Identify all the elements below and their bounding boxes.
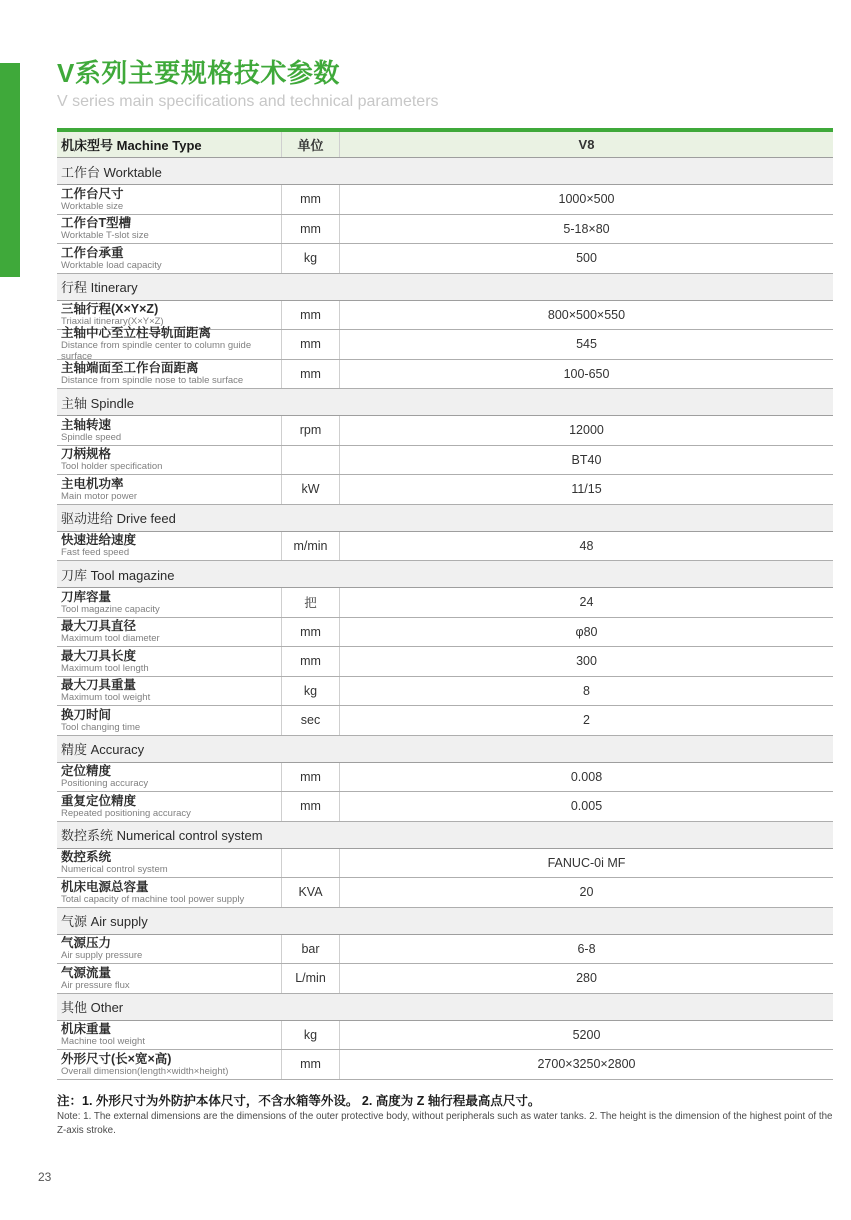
row-label	[57, 935, 282, 964]
row-label-en: Positioning accuracy	[61, 778, 149, 790]
row-label	[57, 792, 282, 821]
row-label-cn: 最大刀具直径	[61, 619, 137, 634]
row-label	[57, 618, 282, 647]
spec-row-machine-tool-weight	[57, 1021, 833, 1051]
row-label-cn: 外形尺寸(长×宽×高)	[61, 1051, 172, 1066]
row-unit: mm	[282, 647, 340, 676]
row-value: 5-18×80	[563, 221, 610, 236]
section-title: 工作台 Worktable	[61, 164, 162, 180]
footnote-cn: 注：1. 外形尺寸为外防护本体尺寸，不含水箱等外设。 2. 高度为 Z 轴行程最高点尺寸。	[57, 1093, 541, 1108]
row-unit: mm	[282, 215, 340, 244]
row-unit: KVA	[282, 878, 340, 907]
row-label-cn: 机床重量	[61, 1022, 112, 1037]
section-header-spindle	[57, 389, 833, 416]
row-label	[57, 763, 282, 792]
row-label	[57, 244, 282, 273]
section-title: 驱动进给 Drive feed	[61, 511, 176, 526]
row-label-cn: 工作台尺寸	[61, 186, 124, 201]
row-unit: bar	[282, 935, 340, 964]
section-title: 主轴 Spindle	[61, 395, 134, 411]
row-unit: kg	[282, 677, 340, 706]
spec-row-spindle-speed	[57, 416, 833, 446]
row-unit: mm	[282, 792, 340, 821]
spec-row-air-supply-pressure	[57, 935, 833, 965]
row-label-en: Distance from spindle nose to table surface	[61, 375, 244, 387]
section-title: 数控系统 Numerical control system	[61, 828, 263, 843]
spec-row-maximum-tool-length	[57, 647, 833, 677]
row-value: 8	[583, 683, 590, 698]
row-label-cn: 数控系统	[61, 850, 112, 865]
page-number: 23	[38, 1170, 52, 1184]
section-header-air-supply	[57, 908, 833, 935]
page-title: V系列主要规格技术参数	[57, 58, 340, 88]
row-label-cn: 主轴转速	[61, 417, 112, 432]
row-label-en: Tool magazine capacity	[61, 603, 160, 615]
row-label-en: Air supply pressure	[61, 950, 143, 962]
row-label-en: Numerical control system	[61, 864, 168, 876]
header-model-v8: V8	[578, 137, 595, 152]
row-label	[57, 532, 282, 561]
spec-row-spindle-center-to-column	[57, 326, 833, 363]
row-label-en: Maximum tool weight	[61, 692, 151, 704]
row-label	[57, 964, 282, 993]
row-label-cn: 最大刀具重量	[61, 678, 137, 693]
section-title: 气源 Air supply	[61, 914, 148, 929]
row-label-en: Overall dimension(length×width×height)	[61, 1065, 229, 1077]
row-label	[57, 185, 282, 214]
row-label-cn: 机床电源总容量	[61, 879, 149, 894]
row-value: 1000×500	[558, 192, 615, 207]
row-label-en: Maximum tool length	[61, 662, 149, 674]
spec-row-fast-feed-speed	[57, 532, 833, 562]
row-label	[57, 360, 282, 389]
row-label	[57, 215, 282, 244]
row-unit: mm	[282, 1050, 340, 1079]
header-unit: 单位	[282, 132, 340, 157]
row-value: 20	[579, 885, 594, 900]
spec-row-tool-changing-time	[57, 706, 833, 736]
footnote-en: Note: 1. The external dimensions are the dimensions of the outer protective body, without peripherals such as water tanks. 2. The height is the dimension of the highest point of the Z-axis stroke.	[57, 1110, 833, 1136]
row-label-cn: 气源压力	[61, 936, 112, 951]
row-label-en: Tool changing time	[61, 721, 141, 733]
section-header-other	[57, 994, 833, 1021]
row-unit: rpm	[282, 416, 340, 445]
row-unit: mm	[282, 763, 340, 792]
row-unit: m/min	[282, 532, 340, 561]
row-label	[57, 1050, 282, 1079]
header-machine-type-label: 机床型号 Machine Type	[61, 138, 202, 153]
row-label	[57, 647, 282, 676]
section-header-numerical-control-system	[57, 822, 833, 849]
row-unit: mm	[282, 360, 340, 389]
row-value: 280	[576, 971, 597, 986]
row-label-en: Main motor power	[61, 490, 138, 502]
spec-row-numerical-control-system	[57, 849, 833, 879]
row-label-cn: 工作台承重	[61, 245, 124, 260]
row-unit	[282, 446, 340, 475]
row-label-en: Air pressure flux	[61, 979, 130, 991]
spec-row-positioning-accuracy	[57, 763, 833, 793]
spec-row-worktable-load-capacity	[57, 244, 833, 274]
row-value: 5200	[572, 1027, 601, 1042]
row-unit: mm	[282, 330, 340, 359]
row-unit	[282, 849, 340, 878]
spec-row-maximum-tool-weight	[57, 677, 833, 707]
page-subtitle: V series main specifications and technical parameters	[57, 93, 439, 110]
page-content	[57, 58, 833, 1138]
footnotes	[57, 1093, 833, 1138]
row-value: φ80	[575, 624, 598, 639]
spec-row-worktable-size	[57, 185, 833, 215]
row-value: 800×500×550	[547, 307, 626, 322]
section-header-itinerary	[57, 274, 833, 301]
row-label-en: Worktable T-slot size	[61, 230, 149, 242]
row-unit: 把	[282, 588, 340, 617]
row-value: 0.005	[570, 799, 603, 814]
row-label-cn: 三轴行程(X×Y×Z)	[61, 302, 159, 317]
row-label-en: Spindle speed	[61, 431, 122, 443]
row-label	[57, 849, 282, 878]
spec-row-repeated-positioning-accuracy	[57, 792, 833, 822]
row-unit: mm	[282, 301, 340, 330]
section-title: 刀库 Tool magazine	[61, 567, 175, 583]
row-value: 0.008	[570, 769, 603, 784]
row-value: 2700×3250×2800	[537, 1057, 636, 1072]
row-label-cn: 工作台T型槽	[61, 216, 132, 231]
spec-row-overall-dimension	[57, 1050, 833, 1080]
row-label	[57, 446, 282, 475]
row-label-cn: 换刀时间	[61, 707, 112, 722]
row-label-en: Worktable size	[61, 200, 124, 212]
spec-row-power-supply-capacity	[57, 878, 833, 908]
row-unit: mm	[282, 618, 340, 647]
row-label-en: Fast feed speed	[61, 547, 130, 559]
row-unit: kg	[282, 1021, 340, 1050]
row-label-cn: 主电机功率	[61, 476, 124, 491]
green-accent-bar	[0, 63, 20, 277]
row-label	[57, 677, 282, 706]
row-value: 2	[583, 713, 590, 728]
row-label	[57, 326, 282, 363]
spec-row-worktable-t-slot	[57, 215, 833, 245]
row-label-en: Machine tool weight	[61, 1036, 145, 1048]
spec-row-air-pressure-flux	[57, 964, 833, 994]
row-label	[57, 1021, 282, 1050]
row-value: BT40	[571, 452, 602, 467]
section-title: 其他 Other	[61, 1000, 124, 1015]
row-label-en: Total capacity of machine tool power supply	[61, 893, 245, 905]
spec-row-tool-holder-specification	[57, 446, 833, 476]
row-value: 11/15	[571, 482, 602, 497]
row-unit: sec	[282, 706, 340, 735]
row-label-cn: 定位精度	[61, 764, 112, 779]
row-label-cn: 最大刀具长度	[61, 648, 137, 663]
row-label-en: Distance from spindle center to column guide surface	[61, 340, 252, 363]
row-label-cn: 重复定位精度	[61, 793, 137, 808]
row-label	[57, 301, 282, 330]
row-label-en: Tool holder specification	[61, 461, 163, 473]
row-label	[57, 706, 282, 735]
spec-row-spindle-nose-to-table	[57, 360, 833, 390]
header-machine-type	[57, 132, 282, 157]
row-label-cn: 刀柄规格	[61, 447, 112, 462]
row-value: 100-650	[563, 366, 610, 381]
section-header-drive-feed	[57, 505, 833, 532]
row-value: 12000	[569, 423, 604, 438]
row-label	[57, 475, 282, 504]
section-header-tool-magazine	[57, 561, 833, 588]
row-unit: kg	[282, 244, 340, 273]
row-value: 6-8	[577, 941, 596, 956]
row-label-en: Triaxial itinerary(X×Y×Z)	[61, 316, 164, 328]
row-label	[57, 416, 282, 445]
row-value: 500	[576, 251, 597, 266]
section-title: 精度 Accuracy	[61, 742, 145, 757]
table-header-row	[57, 128, 833, 158]
row-label-cn: 气源流量	[61, 965, 112, 980]
row-label	[57, 588, 282, 617]
row-value: 48	[579, 538, 594, 553]
row-label-cn: 快速进给速度	[61, 533, 137, 548]
spec-row-maximum-tool-diameter	[57, 618, 833, 648]
row-unit: mm	[282, 185, 340, 214]
row-value: 24	[579, 595, 594, 610]
row-label-cn: 主轴中心至立柱导轨面距离	[61, 326, 212, 341]
row-label-en: Repeated positioning accuracy	[61, 807, 191, 819]
spec-row-main-motor-power	[57, 475, 833, 505]
row-label-cn: 主轴端面至工作台面距离	[61, 361, 199, 376]
row-label-cn: 刀库容量	[61, 589, 112, 604]
row-unit: L/min	[282, 964, 340, 993]
row-label	[57, 878, 282, 907]
spec-table	[57, 128, 833, 1080]
section-header-worktable	[57, 158, 833, 185]
row-label-en: Worktable load capacity	[61, 259, 162, 271]
spec-row-tool-magazine-capacity	[57, 588, 833, 618]
section-title: 行程 Itinerary	[61, 280, 138, 295]
row-value: 300	[576, 654, 597, 669]
section-header-accuracy	[57, 736, 833, 763]
row-value: FANUC-0i MF	[547, 855, 626, 870]
row-label-en: Maximum tool diameter	[61, 633, 160, 645]
row-unit: kW	[282, 475, 340, 504]
row-value: 545	[576, 337, 597, 352]
